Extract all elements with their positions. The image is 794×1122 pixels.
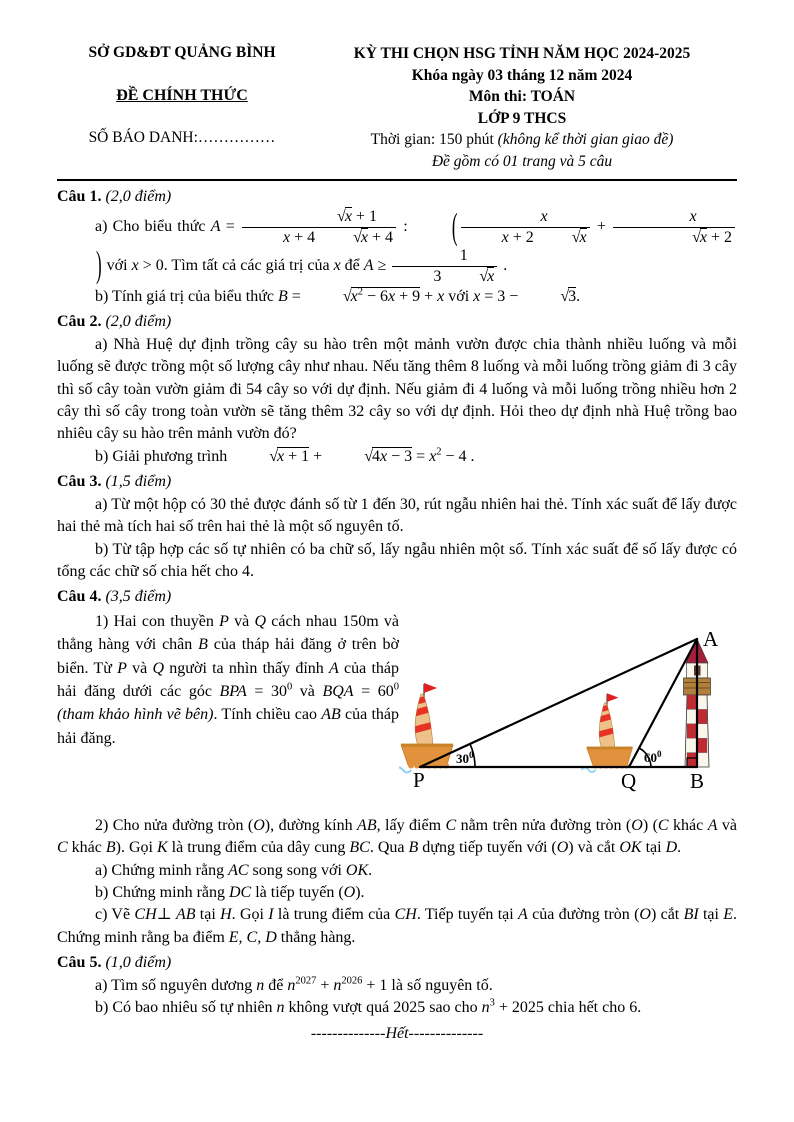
exam-title: KỲ THI CHỌN HSG TỈNH NĂM HỌC 2024-2025: [353, 45, 691, 62]
angle-label-q: $60^0$: [644, 748, 662, 765]
q1-heading: [57, 186, 737, 208]
exam-date: Khóa ngày 03 tháng 12 năm 2024: [411, 66, 633, 84]
end-marker-het: --------------Hết--------------: [310, 1025, 484, 1043]
exam-header: [57, 44, 737, 171]
q5-heading: [57, 952, 737, 974]
exam-grade: LỚP 9 THCS: [477, 109, 567, 127]
header-right: [307, 44, 737, 171]
q2-heading: [57, 311, 737, 333]
question-5: [57, 952, 737, 1019]
vertex-label-a: A: [703, 626, 719, 651]
q2-points: (2,0 điểm): [105, 313, 172, 331]
q4-part-1: 1) Hai con thuyền P và Q cách nhau 150m và thẳng hàng với chân B của tháp hải đăng ở trên bờ biển. Từ P và Q người ta nhìn thấy đỉnh A của tháp hải đăng dưới các góc BPA = $30^0$ và BQA = $60^0$ (tham khảo hình vẽ bên). Tính chiều cao AB của tháp hải đăng.: [57, 612, 400, 747]
header-left: [57, 44, 307, 171]
q5-label: Câu 5.: [57, 954, 102, 972]
question-2: [57, 311, 737, 468]
boat-hull-rim: [401, 743, 453, 746]
boat-flag: [424, 683, 437, 693]
q4-points: (3,5 điểm): [105, 588, 172, 606]
q5-points: (1,0 điểm): [105, 954, 172, 972]
q4-label: Câu 4.: [57, 588, 102, 606]
q2-label: Câu 2.: [57, 313, 102, 331]
q3-label: Câu 3.: [57, 473, 102, 491]
q1-label: Câu 1.: [57, 188, 102, 205]
q3-part-a: a) Từ một hộp có 30 thẻ được đánh số từ 1 đến 30, rút ngẫu nhiên hai thẻ. Tính xác suất để lấy được hai thẻ mà tích hai số trên hai thẻ là một số nguyên tố.: [57, 495, 737, 536]
lighthouse-figure: [399, 610, 739, 792]
issuing-org: SỞ GD&ĐT QUẢNG BÌNH: [88, 44, 276, 61]
figure-triangle: [420, 639, 697, 767]
q3-points: (1,5 điểm): [105, 473, 172, 491]
q2-part-a: a) Nhà Huệ dự định trồng cây su hào trên một mảnh vườn được chia thành nhiều luống và mỗi luống sẽ được trồng một số lượng cây như nhau. Nếu tăng thêm 8 luống và mỗi luống trồng giảm đi 3 cây thì số cây toàn vườn giảm đi 54 cây so với dự định. Nếu giảm đi 4 luống và mỗi luống trồng nhiều hơn 2 cây thì số cây trong toàn vườn sẽ tăng thêm 32 cây so với dự định. Hỏi theo dự định nhà Huệ trồng bao nhiêu cây su hào trên mảnh vườn đó?: [57, 335, 737, 443]
boat-p: [399, 683, 453, 773]
vertex-label-q: Q: [621, 768, 637, 792]
q4-part-2: 2) Cho nửa đường tròn (O), đường kính AB, lấy điểm C nằm trên nửa đường tròn (O) (C khác A và C khác B). Gọi K là trung điểm của dây cung BC. Qua B dựng tiếp tuyến với (O) và cắt OK tại D.: [57, 816, 738, 857]
question-3: [57, 471, 737, 583]
exam-page-note: Đề gồm có 01 trang và 5 câu: [431, 152, 613, 170]
q4-row: [57, 610, 737, 792]
q4-part-2c: c) Vẽ CH⊥ AB tại H. Gọi I là trung điểm của CH. Tiếp tuyến tại A của đường tròn (O) cắt BI tại E. Chứng minh rằng ba điểm E, C, D thẳng hàng.: [57, 906, 738, 946]
sightline-pa: [420, 639, 697, 767]
exam-duration: Thời gian: 150 phút (không kể thời gian giao đề): [370, 131, 674, 148]
q4-part-2a: a) Chứng minh rằng AC song song với OK.: [95, 861, 373, 879]
boat-q: [581, 693, 632, 772]
vertex-label-p: P: [413, 767, 425, 792]
q5-part-b: b) Có bao nhiêu số tự nhiên n không vượt quá 2025 sao cho $n^3 + 2025$ chia hết cho 6.: [95, 997, 642, 1016]
q1-part-b: b) Tính giá trị của biểu thức $B = √x^2 - 6x + 9 + x$ với x = 3 − √3.: [95, 286, 581, 306]
q3-heading: [57, 471, 737, 493]
exam-subject: Môn thi: TOÁN: [468, 88, 576, 105]
q4-figure: [399, 610, 739, 792]
question-1: [57, 186, 737, 308]
q4-heading: [57, 586, 737, 608]
header-divider: [57, 179, 737, 181]
water-squiggle: [399, 767, 411, 772]
official-exam-label: ĐỀ CHÍNH THỨC: [116, 87, 248, 104]
angle-label-p: $30^0$: [456, 749, 474, 766]
q1-part-a: a) Cho biểu thức A = $\frac{√x + 1}{x + 4 √x + 4}$ : ( $\frac{x}{x + 2 √x}$ + $\frac{x}{√x + 2}$ ) với x > 0. Tìm tất cả các giá trị của x để A ≥ $\frac{1}{3 √x}$ .: [57, 208, 737, 286]
q5-part-a: a) Tìm số nguyên dương n để $n^{2027} + n^{2026} + 1$ là số nguyên tố.: [95, 975, 493, 994]
q2-part-b: b) Giải phương trình $√x + 1 + √4x - 3 = x^2 - 4$ .: [95, 446, 475, 465]
vertex-label-b: B: [690, 768, 705, 792]
q3-part-b: b) Từ tập hợp các số tự nhiên có ba chữ số, lấy ngẫu nhiên một số. Tính xác suất để số lấy được có tổng các chữ số chia hết cho 4.: [57, 540, 737, 580]
question-4: [57, 586, 737, 949]
candidate-number-line: SỐ BÁO DANH:……………: [88, 129, 276, 146]
q1-points: (2,0 điểm): [105, 188, 172, 205]
q4-part-2b: b) Chứng minh rằng DC là tiếp tuyến (O).: [95, 883, 365, 901]
